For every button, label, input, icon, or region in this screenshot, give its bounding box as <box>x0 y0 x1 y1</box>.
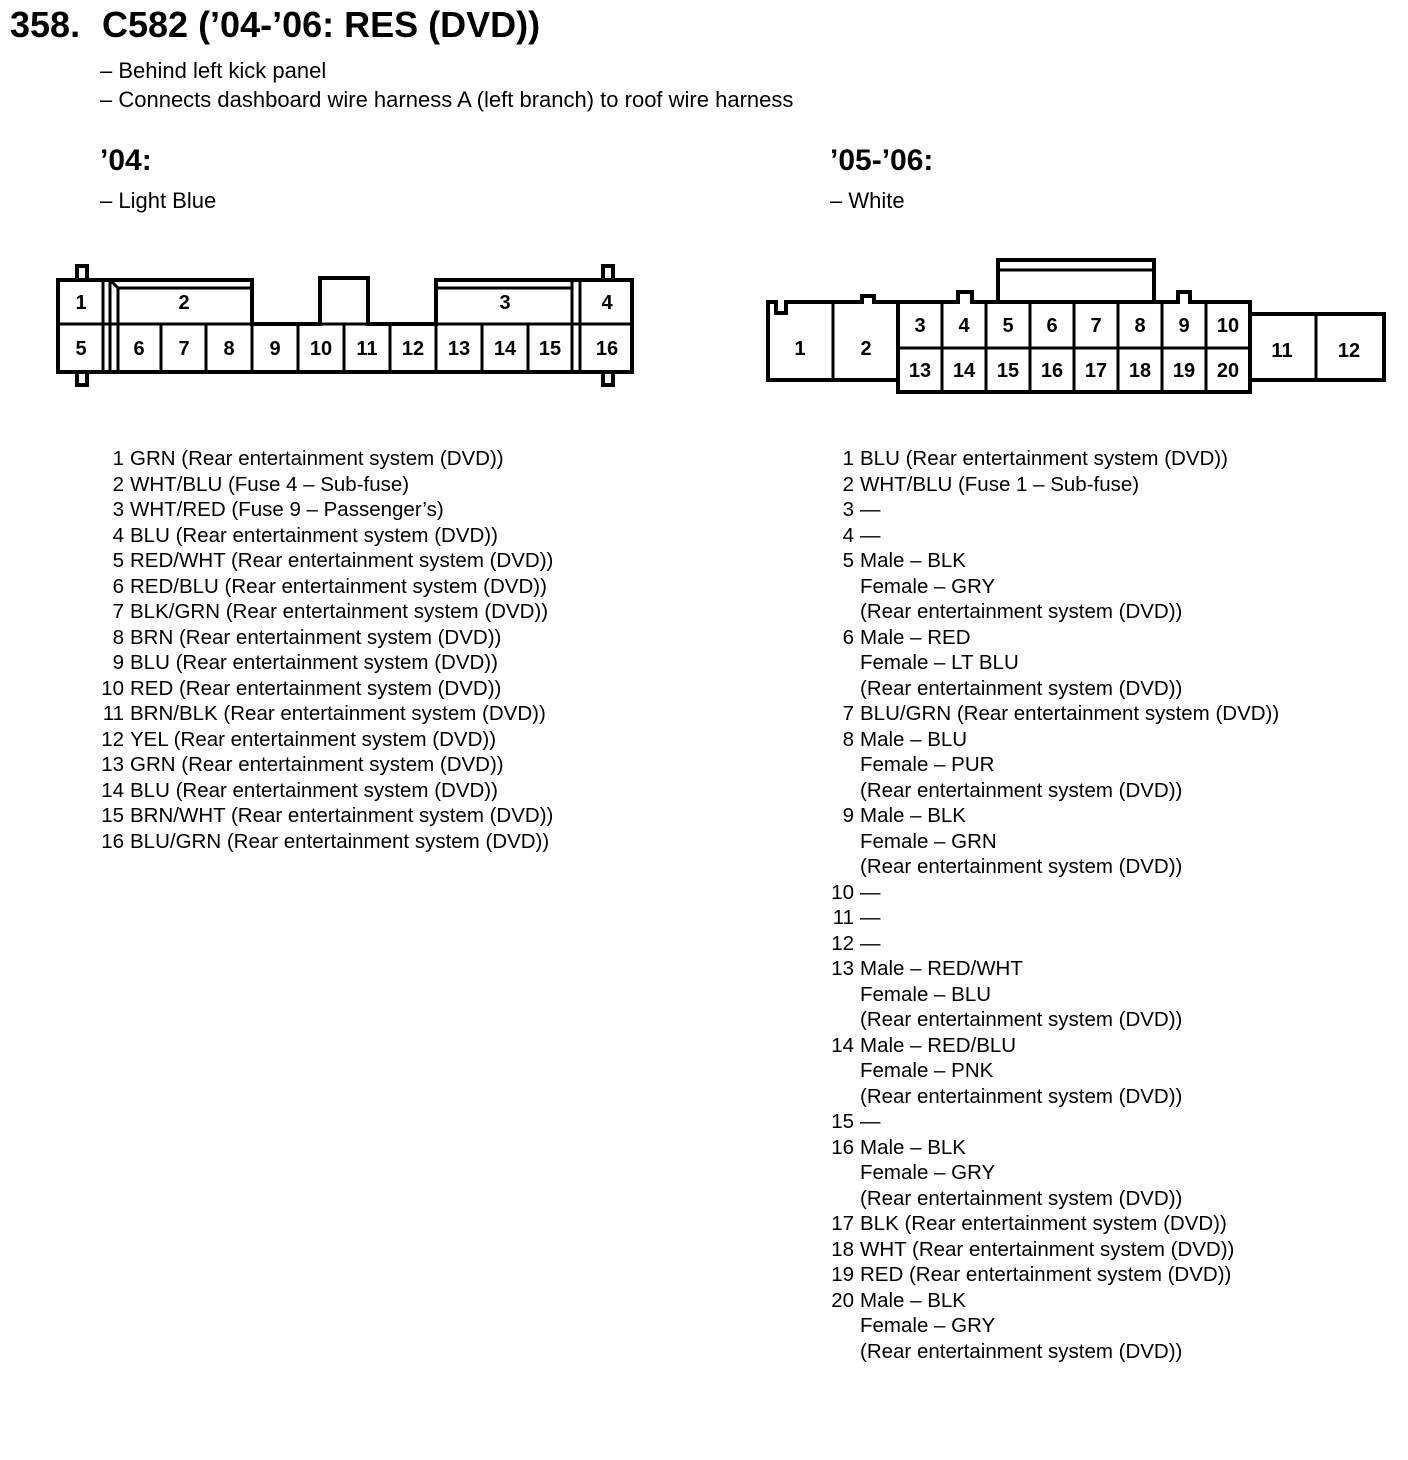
pin-number: 4 <box>842 523 854 547</box>
pin-label: 13 <box>447 338 471 360</box>
pin-row <box>96 778 553 804</box>
pin-description: Male – BLK <box>860 804 966 827</box>
pin-row <box>96 548 553 574</box>
pin-description: (Rear entertainment system (DVD)) <box>860 676 1183 700</box>
pin-number: 6 <box>842 625 854 649</box>
pin-number: 8 <box>112 625 124 649</box>
pin-description: Female – GRN <box>860 829 997 853</box>
pin-number: 5 <box>842 549 854 572</box>
pin-description: (Rear entertainment system (DVD)) <box>860 778 1183 802</box>
pin-label: 19 <box>1172 360 1196 382</box>
pin-description: WHT/BLU (Fuse 4 – Sub-fuse) <box>130 472 410 496</box>
pin-row <box>826 523 1279 549</box>
pin-label: 9 <box>269 338 281 360</box>
pin-number: 13 <box>831 957 854 980</box>
pin-label: 7 <box>178 338 190 360</box>
pin-label: 5 <box>75 338 87 360</box>
pin-description: Female – PNK <box>860 1059 994 1082</box>
pin-description: (Rear entertainment system (DVD)) <box>860 1186 1183 1210</box>
pin-description: WHT/BLU (Fuse 1 – Sub-fuse) <box>860 472 1140 496</box>
pin-label: 18 <box>1128 360 1152 382</box>
pin-description: Female – GRY <box>860 1161 996 1184</box>
pin-row <box>96 625 553 651</box>
pin-label: 5 <box>1002 315 1014 337</box>
pin-label: 1 <box>794 338 806 360</box>
pin-number: 1 <box>112 447 124 470</box>
pin-row <box>96 574 553 600</box>
pin-row <box>96 446 553 472</box>
pin-number: 13 <box>101 753 124 776</box>
location-text: – Behind left kick panel <box>100 58 327 83</box>
pin-description: RED/WHT (Rear entertainment system (DVD)) <box>130 549 554 572</box>
pin-description: BLU/GRN (Rear entertainment system (DVD)) <box>130 829 550 853</box>
pin-number: 9 <box>112 651 124 674</box>
connector-04 <box>58 266 632 385</box>
pin-description: — <box>860 523 881 547</box>
pin-description: BLK (Rear entertainment system (DVD)) <box>860 1212 1227 1235</box>
pin-label: 12 <box>401 338 425 360</box>
pin-number: 20 <box>831 1288 854 1312</box>
pin-row <box>826 446 1279 472</box>
pin-label: 14 <box>952 360 976 382</box>
pin-description: BLU (Rear entertainment system (DVD)) <box>130 523 498 547</box>
pin-number: 15 <box>831 1110 854 1133</box>
pin-description: RED/BLU (Rear entertainment system (DVD)) <box>130 574 547 598</box>
pin-description: RED (Rear entertainment system (DVD)) <box>860 1263 1232 1286</box>
pin-description: Male – RED <box>860 625 971 649</box>
pin-description: Male – RED/BLU <box>860 1033 1017 1057</box>
pin-description: BLU (Rear entertainment system (DVD)) <box>130 651 498 674</box>
pin-label: 6 <box>133 338 145 360</box>
pin-row <box>826 727 1279 804</box>
pin-number: 12 <box>831 931 854 955</box>
pin-number: 11 <box>102 702 124 725</box>
pin-row <box>826 1135 1279 1212</box>
pin-row <box>826 803 1279 880</box>
pin-row <box>826 1288 1279 1365</box>
pin-label: 11 <box>356 338 378 360</box>
pin-description: BLU/GRN (Rear entertainment system (DVD)) <box>860 702 1280 725</box>
pin-number: 2 <box>112 472 124 496</box>
pin-label: 8 <box>1134 315 1146 337</box>
pin-row <box>826 497 1279 523</box>
pin-row <box>826 905 1279 931</box>
pin-row <box>96 650 553 676</box>
pin-description: YEL (Rear entertainment system (DVD)) <box>130 727 497 751</box>
pin-row <box>96 523 553 549</box>
pin-row <box>826 931 1279 957</box>
pin-number: 14 <box>831 1033 854 1057</box>
pin-description: Female – PUR <box>860 753 995 776</box>
pin-description: GRN (Rear entertainment system (DVD)) <box>130 753 504 776</box>
pin-number: 7 <box>842 702 854 725</box>
pin-label: 4 <box>601 292 613 314</box>
pin-row <box>96 676 553 702</box>
pin-row <box>826 625 1279 702</box>
pin-description: (Rear entertainment system (DVD)) <box>860 1339 1183 1363</box>
pin-label: 2 <box>860 338 872 360</box>
pin-number: 18 <box>831 1237 854 1261</box>
pin-description: Female – BLU <box>860 982 992 1006</box>
pin-description: GRN (Rear entertainment system (DVD)) <box>130 447 504 470</box>
pin-label: 14 <box>493 338 517 360</box>
pin-label: 7 <box>1090 315 1102 337</box>
pin-number: 11 <box>832 906 854 929</box>
pin-description: — <box>860 498 881 521</box>
pin-row <box>826 1237 1279 1263</box>
pin-label: 10 <box>1216 315 1240 337</box>
pin-number: 15 <box>101 804 124 827</box>
pin-number: 14 <box>101 778 124 802</box>
pin-label: 11 <box>1271 340 1293 362</box>
variant-04-color: – Light Blue <box>100 188 217 213</box>
pin-number: 17 <box>831 1212 854 1235</box>
section-number: 358. <box>10 4 81 45</box>
pin-list-05-06 <box>826 446 1279 1364</box>
pin-description: WHT/RED (Fuse 9 – Passenger’s) <box>130 498 444 521</box>
pin-label: 6 <box>1046 315 1058 337</box>
pin-description: BRN/BLK (Rear entertainment system (DVD)) <box>130 702 546 725</box>
pin-number: 16 <box>831 1135 854 1159</box>
pin-label: 4 <box>958 315 970 337</box>
pin-row <box>826 1211 1279 1237</box>
pin-label: 16 <box>595 338 619 360</box>
pin-row <box>96 599 553 625</box>
pin-label: 15 <box>538 338 562 360</box>
variant-05-06-label: ’05-’06: <box>830 144 934 177</box>
pin-label: 15 <box>996 360 1020 382</box>
pin-row <box>96 727 553 753</box>
pin-description: (Rear entertainment system (DVD)) <box>860 1084 1183 1108</box>
pin-number: 1 <box>842 447 854 470</box>
pin-description: BLK/GRN (Rear entertainment system (DVD)) <box>130 600 549 623</box>
pin-row <box>826 880 1279 906</box>
pin-label: 16 <box>1040 360 1064 382</box>
pin-number: 4 <box>112 523 124 547</box>
pin-number: 10 <box>831 880 854 904</box>
variant-05-06-color: – White <box>830 188 905 213</box>
pin-description: — <box>860 931 881 955</box>
pin-number: 8 <box>842 727 854 751</box>
pin-label: 3 <box>914 315 926 337</box>
pin-number: 9 <box>842 804 854 827</box>
pin-row <box>826 1262 1279 1288</box>
pin-row <box>96 829 553 855</box>
pin-description: BRN (Rear entertainment system (DVD)) <box>130 625 502 649</box>
variant-04-label: ’04: <box>100 144 152 177</box>
pin-description: (Rear entertainment system (DVD)) <box>860 855 1183 878</box>
pin-number: 19 <box>831 1263 854 1286</box>
connector-04-pin-labels <box>75 292 618 360</box>
pin-description: BRN/WHT (Rear entertainment system (DVD)) <box>130 804 554 827</box>
pin-label: 9 <box>1178 315 1190 337</box>
pin-row <box>96 752 553 778</box>
pin-label: 8 <box>223 338 235 360</box>
pin-description: Female – LT BLU <box>860 651 1019 674</box>
pin-label: 13 <box>908 360 932 382</box>
pin-description: Male – BLK <box>860 1288 966 1312</box>
connector-title: C582 (’04-’06: RES (DVD)) <box>102 4 541 45</box>
pin-description: (Rear entertainment system (DVD)) <box>860 600 1183 623</box>
pin-description: Male – BLU <box>860 727 968 751</box>
pin-label: 20 <box>1216 360 1240 382</box>
pin-number: 16 <box>101 829 124 853</box>
pin-description: Male – BLK <box>860 1135 966 1159</box>
pin-description: RED (Rear entertainment system (DVD)) <box>130 676 502 700</box>
pin-number: 3 <box>112 498 124 521</box>
pin-number: 3 <box>842 498 854 521</box>
pin-label: 3 <box>499 292 511 314</box>
pin-description: — <box>860 880 881 904</box>
pin-description: Female – GRY <box>860 574 996 598</box>
pin-description: BLU (Rear entertainment system (DVD)) <box>860 447 1228 470</box>
pin-description: Male – RED/WHT <box>860 957 1023 980</box>
pin-row <box>826 956 1279 1033</box>
pin-row <box>826 701 1279 727</box>
pin-description: — <box>860 1110 881 1133</box>
pin-description: (Rear entertainment system (DVD)) <box>860 1008 1183 1031</box>
pin-label: 10 <box>309 338 333 360</box>
pin-number: 10 <box>101 676 124 700</box>
pin-row <box>96 497 553 523</box>
pin-row <box>826 472 1279 498</box>
pin-number: 7 <box>112 600 124 623</box>
pin-row <box>96 803 553 829</box>
connector-05-06-lock-tab <box>998 260 1154 302</box>
pin-label: 12 <box>1337 340 1361 362</box>
pin-label: 2 <box>178 292 190 314</box>
pin-row <box>96 472 553 498</box>
connector-05-06 <box>768 260 1384 392</box>
pin-description: Male – BLK <box>860 549 966 572</box>
pin-row <box>826 548 1279 625</box>
pin-row <box>826 1033 1279 1110</box>
pin-list-04 <box>96 446 553 854</box>
pin-number: 2 <box>842 472 854 496</box>
connector-diagrams <box>0 0 1408 420</box>
pin-number: 12 <box>101 727 124 751</box>
pin-description: Female – GRY <box>860 1314 996 1337</box>
pin-label: 1 <box>75 292 87 314</box>
pin-row <box>96 701 553 727</box>
pin-number: 5 <box>112 549 124 572</box>
pin-row <box>826 1109 1279 1135</box>
connects-text: – Connects dashboard wire harness A (left branch) to roof wire harness <box>100 87 794 112</box>
pin-label: 17 <box>1084 360 1108 382</box>
pin-description: WHT (Rear entertainment system (DVD)) <box>860 1237 1235 1261</box>
pin-description: — <box>860 906 881 929</box>
pin-description: BLU (Rear entertainment system (DVD)) <box>130 778 498 802</box>
pin-number: 6 <box>112 574 124 598</box>
